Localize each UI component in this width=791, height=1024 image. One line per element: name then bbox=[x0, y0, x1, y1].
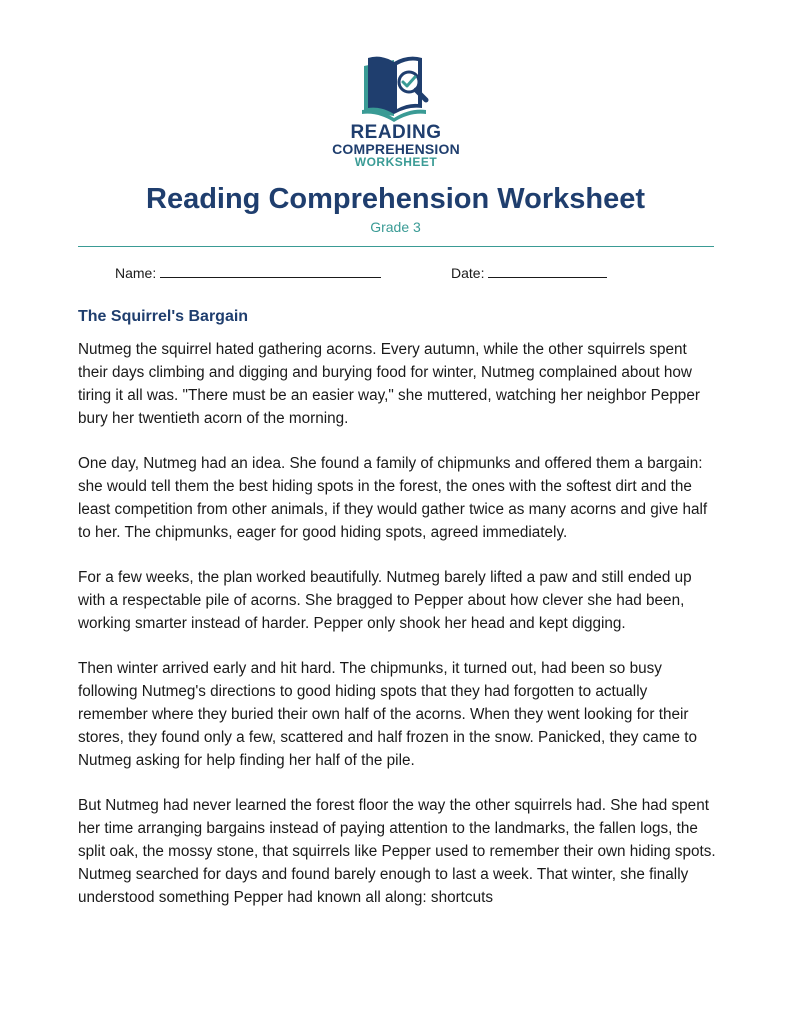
story-paragraph-4: Then winter arrived early and hit hard. The chipmunks, it turned out, had been so busy following Nutmeg's directions to good hiding spots that they had forgotten to actually remember where they buried their own half of the acorns. When they went looking for their stores, they found only a few, scattered and half frozen in the snow. Panicked, they came to Nutmeg asking for help finding her half of the pile. bbox=[78, 660, 698, 769]
story-title: The Squirrel's Bargain bbox=[78, 308, 249, 325]
header-divider bbox=[78, 246, 714, 247]
story-paragraph-5: But Nutmeg had never learned the forest floor the way the other squirrels had. She had spent her time arranging bargains instead of paying attention to the landmarks, the fallen logs, the split oak, the mossy stone, that squirrels like Pepper used to remember their own hiding spots. Nutmeg searched for days and found barely enough to last a week. That winter, she finally understood something Pepper had known all along: shortcuts bbox=[78, 797, 716, 906]
story-paragraph-2: One day, Nutmeg had an idea. She found a family of chipmunks and offered them a bargain: she would tell them the best hiding spots in the forest, the ones with the softest dirt and the least competition from other animals, if they would gather twice as many acorns and give half to her. The chipmunks, eager for good hiding spots, agreed immediately. bbox=[78, 455, 708, 541]
story-paragraph-3: For a few weeks, the plan worked beautifully. Nutmeg barely lifted a paw and still ended up with a respectable pile of acorns. She bragged to Pepper about how clever she had been, working smarter instead of harder. Pepper only shook her head and kept digging. bbox=[78, 569, 692, 632]
grade-label: Grade 3 bbox=[370, 219, 421, 235]
page-title: Reading Comprehension Worksheet bbox=[146, 183, 645, 215]
logo bbox=[318, 52, 474, 174]
name-label: Name: bbox=[115, 265, 157, 281]
book-magnifier-check-icon bbox=[356, 52, 436, 122]
logo-text-worksheet: WORKSHEET bbox=[354, 155, 438, 169]
date-label: Date: bbox=[451, 265, 485, 281]
date-blank[interactable] bbox=[488, 264, 607, 278]
story-paragraph-1: Nutmeg the squirrel hated gathering acorns. Every autumn, while the other squirrels spent their days climbing and digging and burying food for winter, Nutmeg complained about how tiring it all was. "There must be an easier way," she muttered, watching her neighbor Pepper bury her twentieth acorn of the morning. bbox=[78, 341, 700, 427]
name-field bbox=[115, 264, 381, 281]
date-field bbox=[451, 264, 607, 281]
logo-text-reading: READING bbox=[350, 122, 442, 143]
name-blank[interactable] bbox=[160, 264, 381, 278]
story-body bbox=[78, 338, 718, 931]
logo-text-comprehension: COMPREHENSION bbox=[332, 141, 460, 157]
